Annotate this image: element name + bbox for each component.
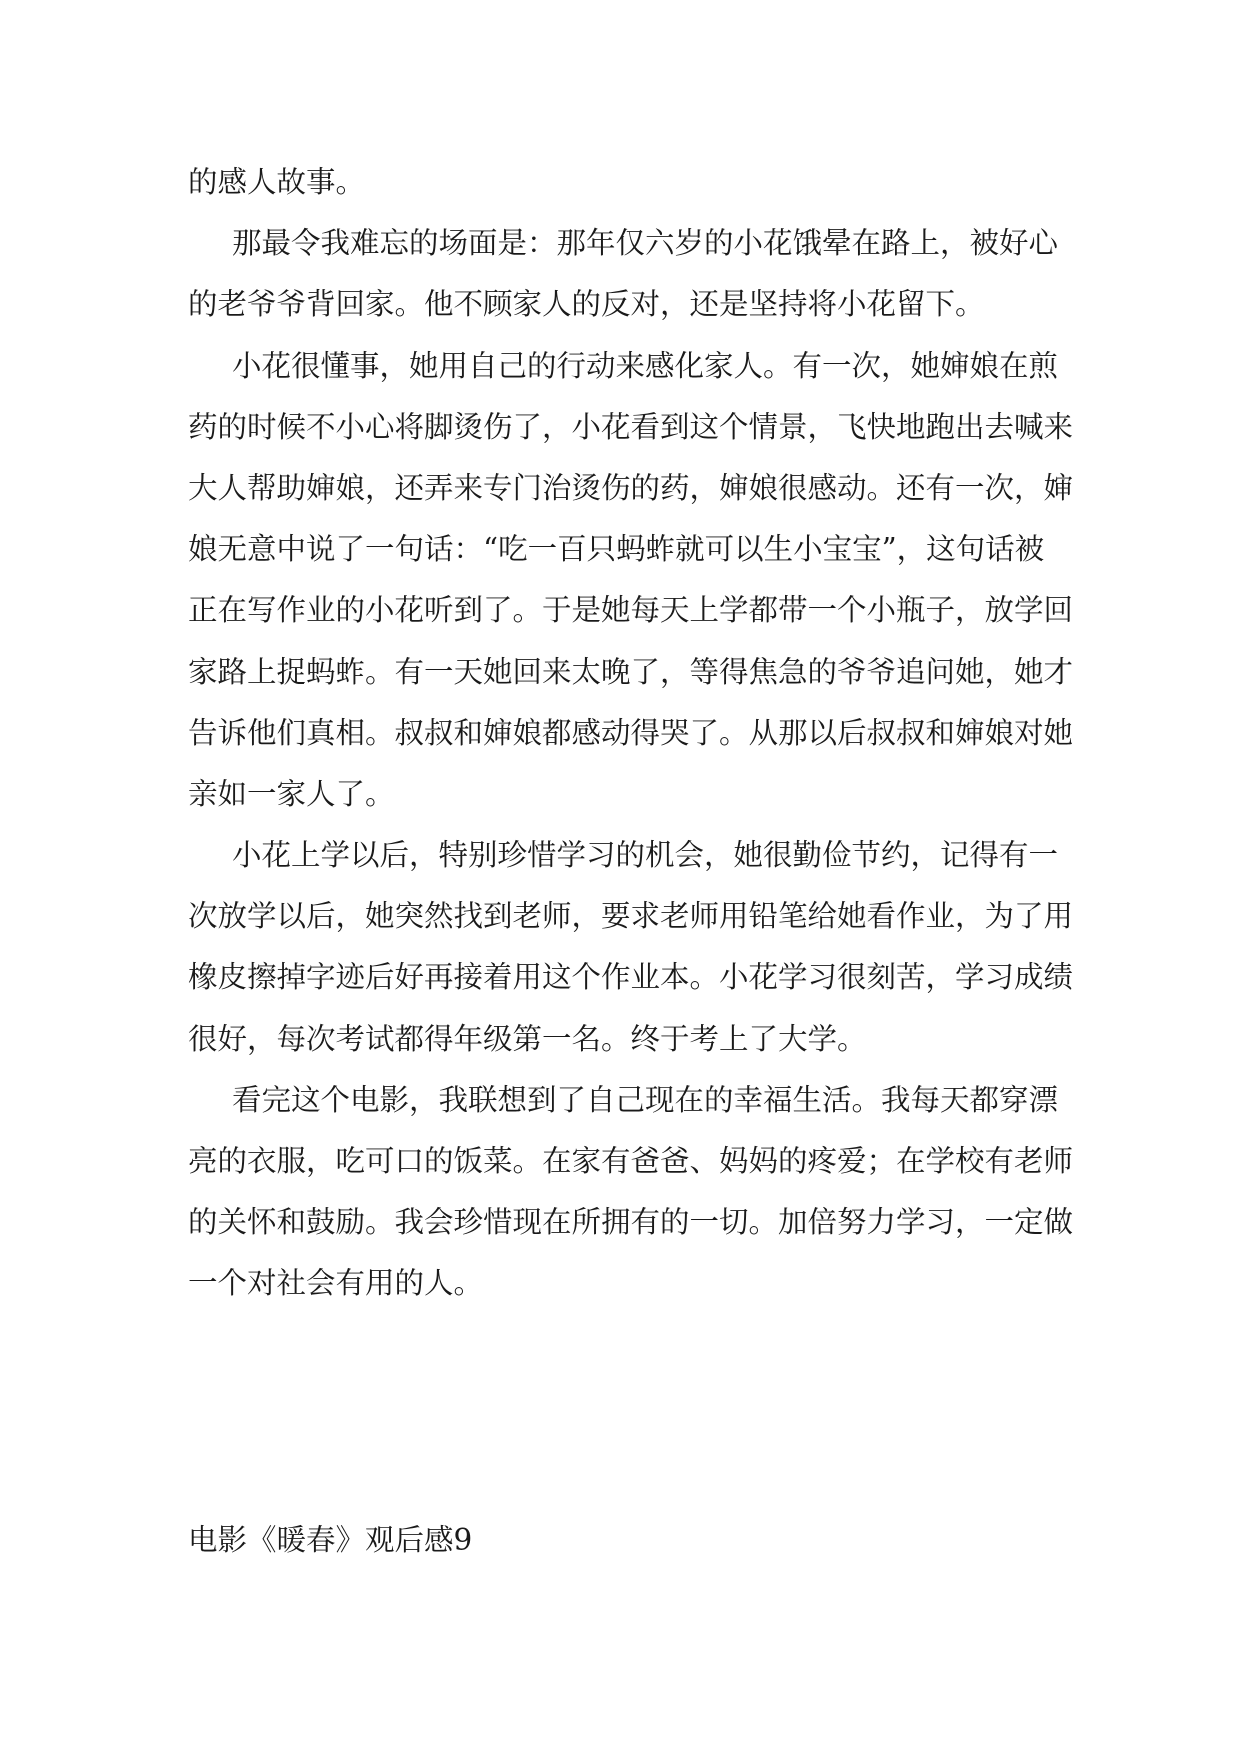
essay-line: 很好，每次考试都得年级第一名。终于考上了大学。 — [188, 1021, 867, 1056]
essay-line: 橡皮擦掉字迹后好再接着用这个作业本。小花学习很刻苦，学习成绩 — [188, 960, 1074, 995]
essay-line: 药的时候不小心将脚烫伤了，小花看到这个情景，飞快地跑出去喊来 — [188, 409, 1074, 444]
essay-body — [188, 152, 1074, 1315]
essay-line: 的感人故事。 — [188, 165, 366, 199]
essay-line: 正在写作业的小花听到了。于是她每天上学都带一个小瓶子，放学回 — [188, 593, 1074, 628]
essay-paragraph-start: 那最令我难忘的场面是：那年仅六岁的小花饿晕在路上，被好心 — [232, 226, 1059, 261]
essay-paragraph-start: 小花很懂事，她用自己的行动来感化家人。有一次，她婶娘在煎 — [232, 348, 1059, 383]
next-essay-heading: 电影《暖春》观后感9 — [188, 1523, 473, 1557]
essay-line: 亲如一家人了。 — [188, 776, 395, 811]
essay-line: 一个对社会有用的人。 — [188, 1266, 484, 1301]
essay-line: 次放学以后，她突然找到老师，要求老师用铅笔给她看作业，为了用 — [188, 899, 1074, 934]
essay-paragraph-start: 小花上学以后，特别珍惜学习的机会，她很勤俭节约，记得有一 — [232, 838, 1059, 873]
essay-line: 告诉他们真相。叔叔和婶娘都感动得哭了。从那以后叔叔和婶娘对她 — [188, 715, 1074, 750]
essay-line: 大人帮助婶娘，还弄来专门治烫伤的药，婶娘很感动。还有一次，婶 — [188, 470, 1074, 505]
essay-line: 的老爷爷背回家。他不顾家人的反对，还是坚持将小花留下。 — [188, 287, 985, 322]
essay-line: 亮的衣服，吃可口的饭菜。在家有爸爸、妈妈的疼爱；在学校有老师 — [188, 1144, 1074, 1178]
essay-line: 家路上捉蚂蚱。有一天她回来太晚了，等得焦急的爷爷追问她，她才 — [188, 654, 1074, 689]
essay-line: 娘无意中说了一句话：“吃一百只蚂蚱就可以生小宝宝”，这句话被 — [188, 532, 1045, 567]
essay-line: 的关怀和鼓励。我会珍惜现在所拥有的一切。加倍努力学习，一定做 — [188, 1205, 1074, 1240]
essay-paragraph-start: 看完这个电影，我联想到了自己现在的幸福生活。我每天都穿漂 — [232, 1082, 1059, 1117]
